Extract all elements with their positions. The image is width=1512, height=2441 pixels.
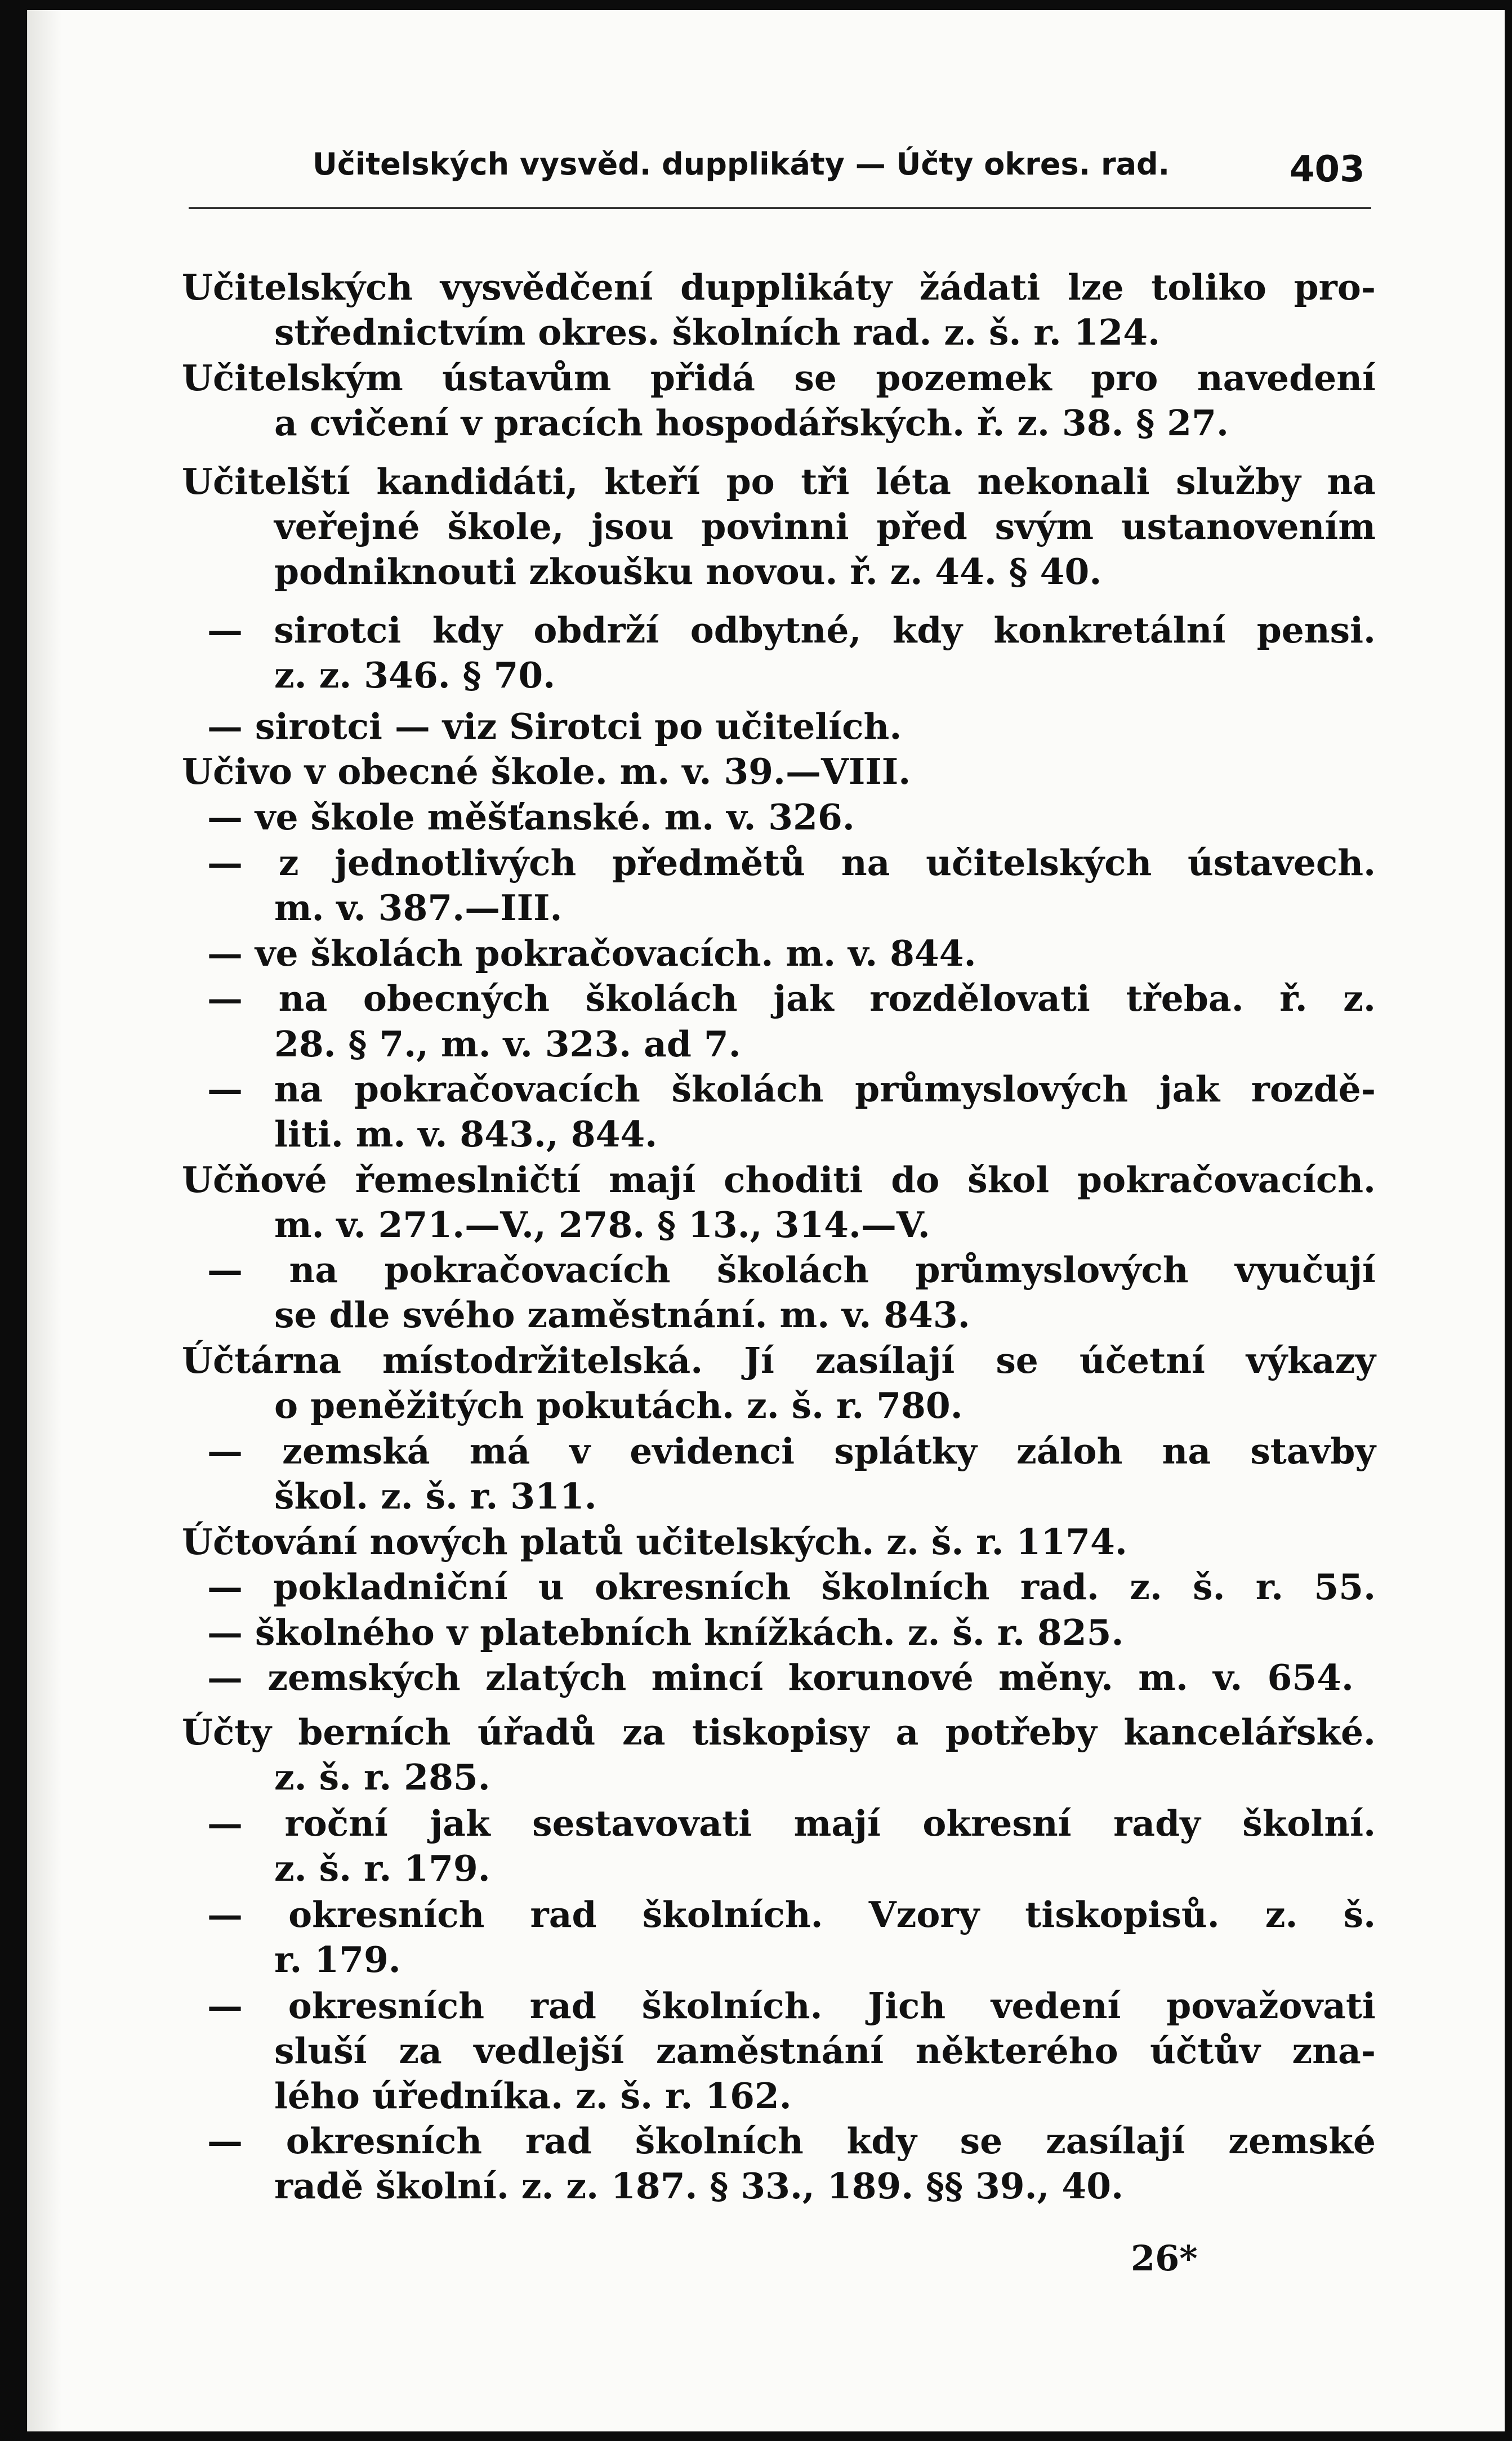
index-line: — na pokračovacích školách průmyslových jak rozdě- <box>207 1068 1376 1110</box>
index-line: Účty berních úřadů za tiskopisy a potřeby kancelářské. <box>182 1711 1376 1753</box>
index-line: se dle svého zaměstnání. m. v. 843. <box>274 1294 970 1336</box>
index-line: — zemských zlatých mincí korunové měny. m. v. 654. <box>207 1657 1354 1698</box>
index-line: sluší za vedlejší zaměstnání některého účtův zna- <box>274 2030 1376 2072</box>
index-line: m. v. 387.—III. <box>274 887 563 929</box>
index-line: — okresních rad školních kdy se zasílají zemské <box>207 2120 1376 2162</box>
index-line: Učitelští kandidáti, kteří po tři léta nekonali služby na <box>182 461 1376 502</box>
index-line: Účtárna místodržitelská. Jí zasílají se účetní výkazy <box>182 1340 1376 1381</box>
index-line: — pokladniční u okresních školních rad. z. š. r. 55. <box>207 1566 1376 1608</box>
index-line: střednictvím okres. školních rad. z. š. r. 124. <box>274 311 1161 353</box>
page-number: 403 <box>1290 149 1365 190</box>
index-line: — ve škole měšťanské. m. v. 326. <box>207 796 855 838</box>
index-line: lého úředníka. z. š. r. 162. <box>274 2075 792 2117</box>
book-page <box>27 10 1505 2431</box>
index-line: Učitelským ústavům přidá se pozemek pro navedení <box>182 357 1376 399</box>
index-line: — sirotci kdy obdrží odbytné, kdy konkretální pensi. <box>207 609 1376 651</box>
index-line: Učivo v obecné škole. m. v. 39.—VIII. <box>182 751 911 792</box>
index-line: a cvičení v pracích hospodářských. ř. z. 38. § 27. <box>274 402 1229 444</box>
index-line: — na pokračovacích školách průmyslových vyučují <box>207 1249 1376 1291</box>
printer-signature-mark: 26* <box>1131 2238 1198 2279</box>
index-line: Učňové řemeslničtí mají choditi do škol pokračovacích. <box>182 1159 1376 1201</box>
index-line: — zemská má v evidenci splátky záloh na stavby <box>207 1430 1376 1472</box>
index-line: o peněžitých pokutách. z. š. r. 780. <box>274 1385 963 1426</box>
index-line: podniknouti zkoušku novou. ř. z. 44. § 40. <box>274 551 1102 592</box>
index-line: — okresních rad školních. Vzory tiskopisů. z. š. <box>207 1894 1376 1935</box>
index-line: liti. m. v. 843., 844. <box>274 1113 658 1155</box>
index-line: z. š. r. 179. <box>274 1848 490 1889</box>
index-line: — sirotci — viz Sirotci po učitelích. <box>207 706 902 747</box>
index-line: z. š. r. 285. <box>274 1756 490 1798</box>
index-line: — školného v platebních knížkách. z. š. r. 825. <box>207 1612 1124 1653</box>
index-line: Učitelských vysvědčení dupplikáty žádati lze toliko pro- <box>182 266 1376 308</box>
index-line: veřejné škole, jsou povinni před svým ustanovením <box>274 506 1376 547</box>
index-line: radě školní. z. z. 187. § 33., 189. §§ 39., 40. <box>274 2165 1124 2207</box>
index-line: — z jednotlivých předmětů na učitelských ústavech. <box>207 842 1376 883</box>
index-line: 28. § 7., m. v. 323. ad 7. <box>274 1023 741 1065</box>
running-head-title: Učitelských vysvěd. dupplikáty — Účty okres. rad. <box>313 146 1170 182</box>
index-line: z. z. 346. § 70. <box>274 654 556 696</box>
index-line: r. 179. <box>274 1939 401 1980</box>
index-line: — okresních rad školních. Jich vedení považovati <box>207 1985 1376 2027</box>
index-line: škol. z. š. r. 311. <box>274 1475 597 1517</box>
index-line: m. v. 271.—V., 278. § 13., 314.—V. <box>274 1204 930 1246</box>
index-entries <box>28 10 1505 2431</box>
index-line: Účtování nových platů učitelských. z. š. r. 1174. <box>182 1521 1127 1563</box>
index-line: — ve školách pokračovacích. m. v. 844. <box>207 932 976 974</box>
index-line: — roční jak sestavovati mají okresní rady školní. <box>207 1802 1376 1844</box>
index-line: — na obecných školách jak rozdělovati třeba. ř. z. <box>207 978 1376 1019</box>
